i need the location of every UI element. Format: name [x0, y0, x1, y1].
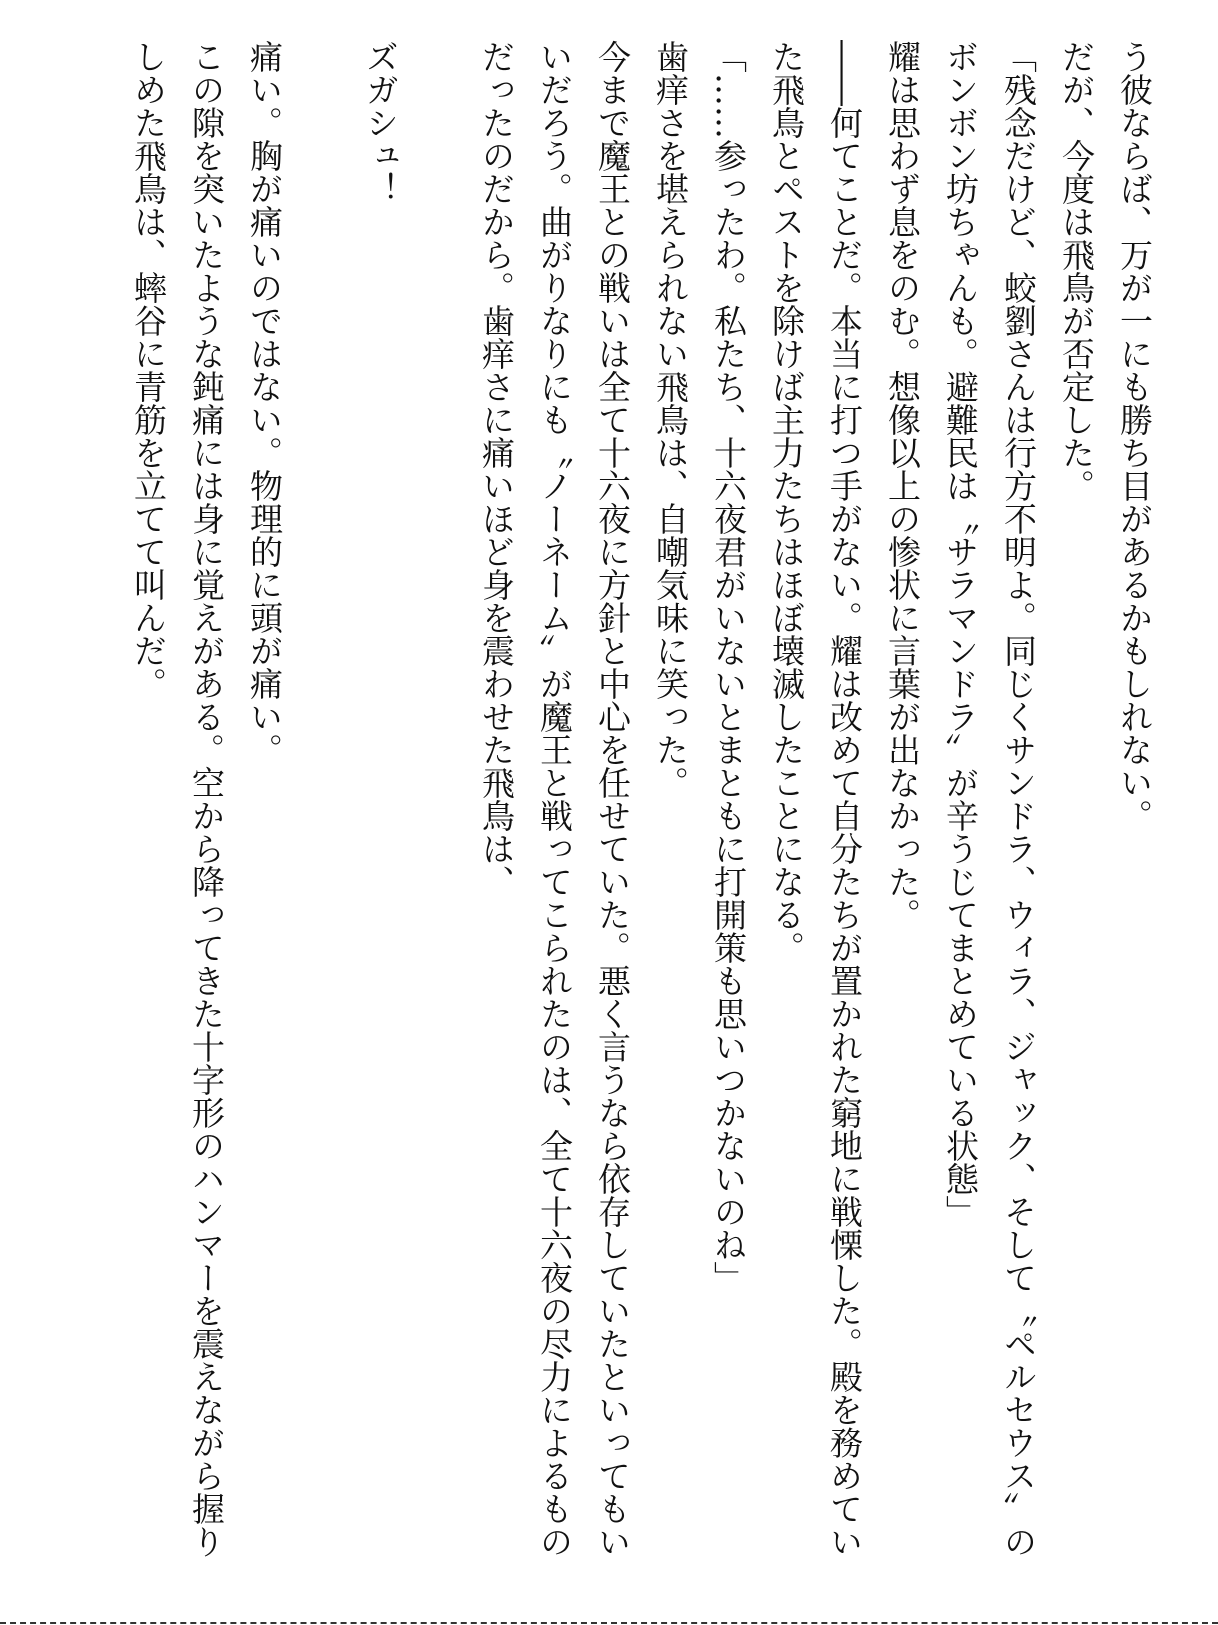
paragraph: ――何てことだ。本当に打つ手がない。耀は改めて自分たちが置かれた窮地に戦慄した。殿を務めていた飛鳥とペストを除けば主力たちはほぼ壊滅したことになる。 [767, 40, 864, 1558]
blank-line [409, 40, 467, 1580]
paragraph: 痛い。胸が痛いのではない。物理的に頭が痛い。 [245, 40, 284, 766]
paragraph: だが、今度は飛鳥が否定した。 [1057, 40, 1096, 502]
paragraph: 「……参ったわ。私たち、十六夜君がいないとまともに打開策も思いつかないのね」 [709, 40, 748, 1294]
page-bottom-divider [0, 1622, 1218, 1624]
sound-effect-line: ズガシュ！ [361, 40, 400, 205]
blank-line [293, 40, 351, 1580]
vertical-text-block [53, 40, 1163, 1580]
paragraph: 歯痒さを堪えられない飛鳥は、自嘲気味に笑った。 [651, 40, 690, 799]
paragraph: 「残念だけど、蛟劉さんは行方不明よ。同じくサンドラ、ウィラ、ジャック、そして〝ペルセウス〟のボンボン坊ちゃんも。避難民は〝サラマンドラ〟が辛うじてまとめている状態」 [941, 40, 1038, 1558]
paragraph: 今まで魔王との戦いは全て十六夜に方針と中心を任せていた。悪く言うなら依存していたといってもいいだろう。曲がりなりにも〝ノーネーム〟が魔王と戦ってこられたのは、全て十六夜の尽力によるものだったのだから。歯痒さに痛いほど身を震わせた飛鳥は、 [477, 40, 632, 1558]
paragraph: この隙を突いたような鈍痛には身に覚えがある。空から降ってきた十字形のハンマーを震えながら握りしめた飛鳥は、蟀谷に青筋を立てて叫んだ。 [129, 40, 226, 1558]
paragraph: 耀は思わず息をのむ。想像以上の惨状に言葉が出なかった。 [883, 40, 922, 931]
paragraph: う彼ならば、万が一にも勝ち目があるかもしれない。 [1115, 40, 1154, 832]
